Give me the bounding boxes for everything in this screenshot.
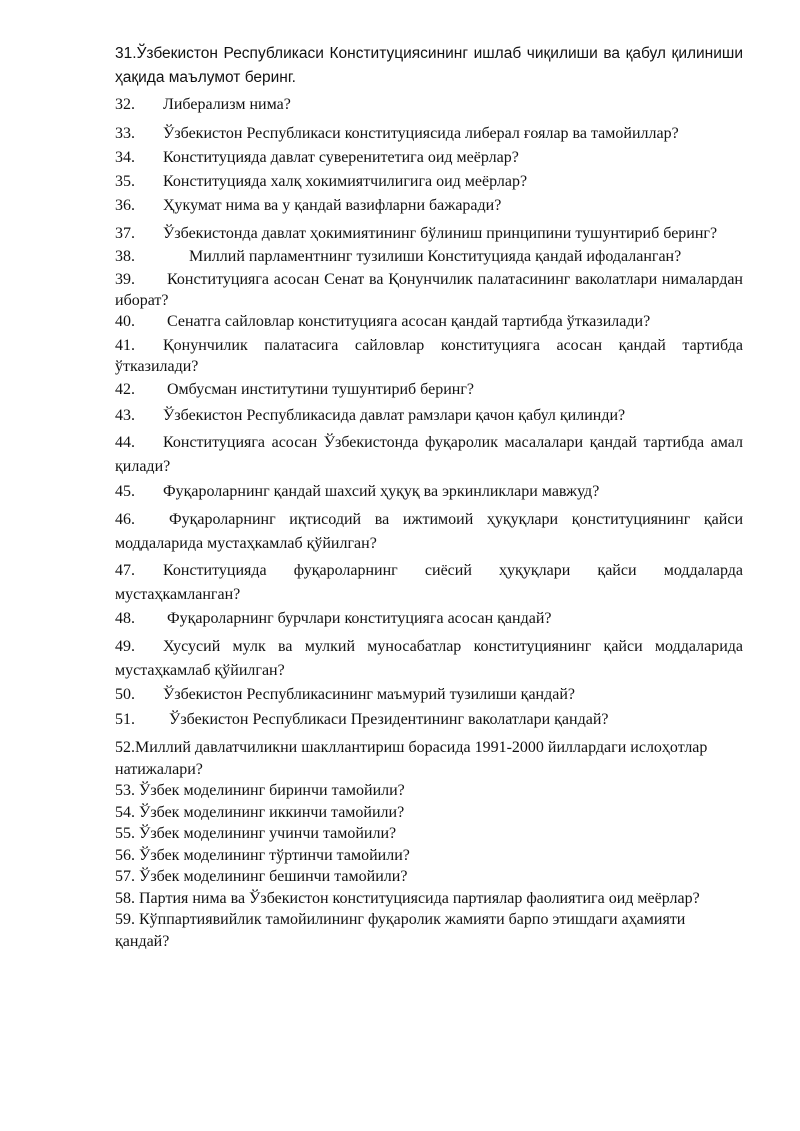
question-text: Либерализм нима? [163,96,291,113]
question-34 [115,149,743,173]
question-number: 45. [115,483,135,500]
question-56 [115,845,743,867]
question-47 [115,559,743,607]
question-40 [115,313,743,335]
question-number: 47. [115,562,135,579]
question-text: Ўзбекистон Республикаси Президентининг ваколатлари қандай? [169,711,609,728]
question-number: 38. [115,248,135,265]
question-number: 56. [115,846,135,864]
question-text: Миллий давлатчиликни шакллантириш борасида 1991-2000 йиллардаги ислоҳотлар натижалари? [115,739,708,778]
question-text: Ўзбекистонда давлат ҳокимиятининг бўлиниш принципини тушунтириб беринг? [163,225,718,242]
question-43 [115,407,743,431]
question-text: Омбусман институтини тушунтириб беринг? [167,381,474,398]
question-number: 41. [115,337,135,354]
question-44 [115,431,743,479]
question-text: Фуқароларнинг бурчлари конституцияга асосан қандай? [167,610,552,627]
question-35 [115,173,743,197]
question-33 [115,122,743,145]
question-49 [115,635,743,683]
question-37 [115,223,743,244]
question-number: 33. [115,125,135,142]
question-number: 53. [115,782,135,799]
question-number: 42. [115,381,135,398]
question-number: 44. [115,434,135,451]
question-number: 31. [115,45,137,62]
question-52 [115,737,727,780]
question-text: Партия нима ва Ўзбекистон конституциясида партиялар фаолиятига оид меёрлар? [139,889,700,907]
question-text: Ўзбек моделининг иккинчи тамойили? [139,803,405,821]
question-number: 54. [115,803,135,821]
question-text: Ўзбек моделининг бешинчи тамойили? [139,868,408,885]
question-text: Ҳукумат нима ва у қандай вазифларни бажаради? [163,197,502,214]
question-text: Фуқароларнинг иқтисодий ва ижтимоий ҳуқуқлари қонституциянинг қайси моддаларида мустаҳкамлаб қўйилган? [115,511,743,552]
question-number: 37. [115,225,135,242]
question-36 [115,197,743,223]
question-57 [115,866,743,888]
question-text: Ўзбекистон Республикасида давлат рамзлари қачон қабул қилинди? [163,407,626,424]
question-text: Хусусий мулк ва мулкий муносабатлар конституциянинг қайси моддаларида мустаҳкамлаб қўйилган? [115,638,743,679]
question-number: 50. [115,686,135,703]
question-text: Фуқароларнинг қандай шахсий ҳуқуқ ва эркинликлари мавжуд? [163,483,600,500]
question-46 [115,508,743,556]
question-number: 49. [115,638,135,655]
question-41 [115,335,743,377]
question-54 [115,802,743,824]
question-number: 59. [115,911,135,928]
question-42 [115,381,743,407]
question-text: Ўзбек моделининг тўртинчи тамойили? [139,846,410,864]
question-58 [115,888,730,910]
question-51 [115,711,743,737]
question-number: 32. [115,96,135,113]
question-number: 40. [115,313,135,330]
question-text: Конституцияга асосан Сенат ва Қонунчилик палатасининг ваколатлари нималардан иборат? [115,271,743,309]
question-text: Конституцияда фуқароларнинг сиёсий ҳуқуқлари қайси моддаларда мустаҳкамланган? [115,562,743,603]
question-text: Сенатга сайловлар конституцияга асосан қандай тартибда ўтказилади? [167,313,651,330]
question-number: 48. [115,610,135,627]
question-32 [115,96,743,122]
question-text: Ўзбек моделининг учинчи тамойили? [139,825,397,842]
question-text: Ўзбек моделининг биринчи тамойили? [139,782,405,799]
question-text: Кўппартиявийлик тамойилининг фуқаролик жамияти барпо этишдаги аҳамияти қандай? [115,911,686,950]
question-number: 43. [115,407,135,424]
question-38 [115,246,743,267]
question-45 [115,483,743,508]
question-number: 58. [115,889,135,907]
question-text: Конституцияда халқ хокимиятчилигига оид меёрлар? [163,173,528,190]
question-39 [115,269,743,311]
question-text: Ўзбекистон Республикаси Конституциясининг ишлаб чиқилиши ва қабул қилиниши ҳақида маълумот беринг. [115,45,743,86]
question-number: 36. [115,197,135,214]
question-53 [115,780,743,802]
question-number: 51. [115,711,135,728]
question-number: 35. [115,173,135,190]
question-text: Конституцияга асосан Ўзбекистонда фуқаролик масалалари қандай тартибда амал қилади? [115,434,743,475]
question-59 [115,909,715,952]
question-text: Ўзбекистон Республикасининг маъмурий тузилиши қандай? [163,686,576,703]
question-list [115,42,743,952]
question-55 [115,823,743,845]
question-50 [115,686,743,711]
question-number: 57. [115,868,135,885]
question-text: Қонунчилик палатасига сайловлар конституцияга асосан қандай тартибда ўтказилади? [115,337,743,375]
question-number: 52. [115,739,135,756]
question-number: 34. [115,149,135,166]
question-text: Миллий парламентнинг тузилиши Конституцияда қандай ифодаланган? [189,248,682,265]
question-text: Ўзбекистон Республикаси конституциясида либерал ғоялар ва тамойиллар? [163,125,679,142]
question-number: 46. [115,511,135,528]
question-48 [115,610,743,635]
question-text: Конституцияда давлат суверенитетига оид меёрлар? [163,149,519,166]
question-number: 39. [115,271,135,288]
question-number: 55. [115,825,135,842]
question-31 [115,42,743,90]
